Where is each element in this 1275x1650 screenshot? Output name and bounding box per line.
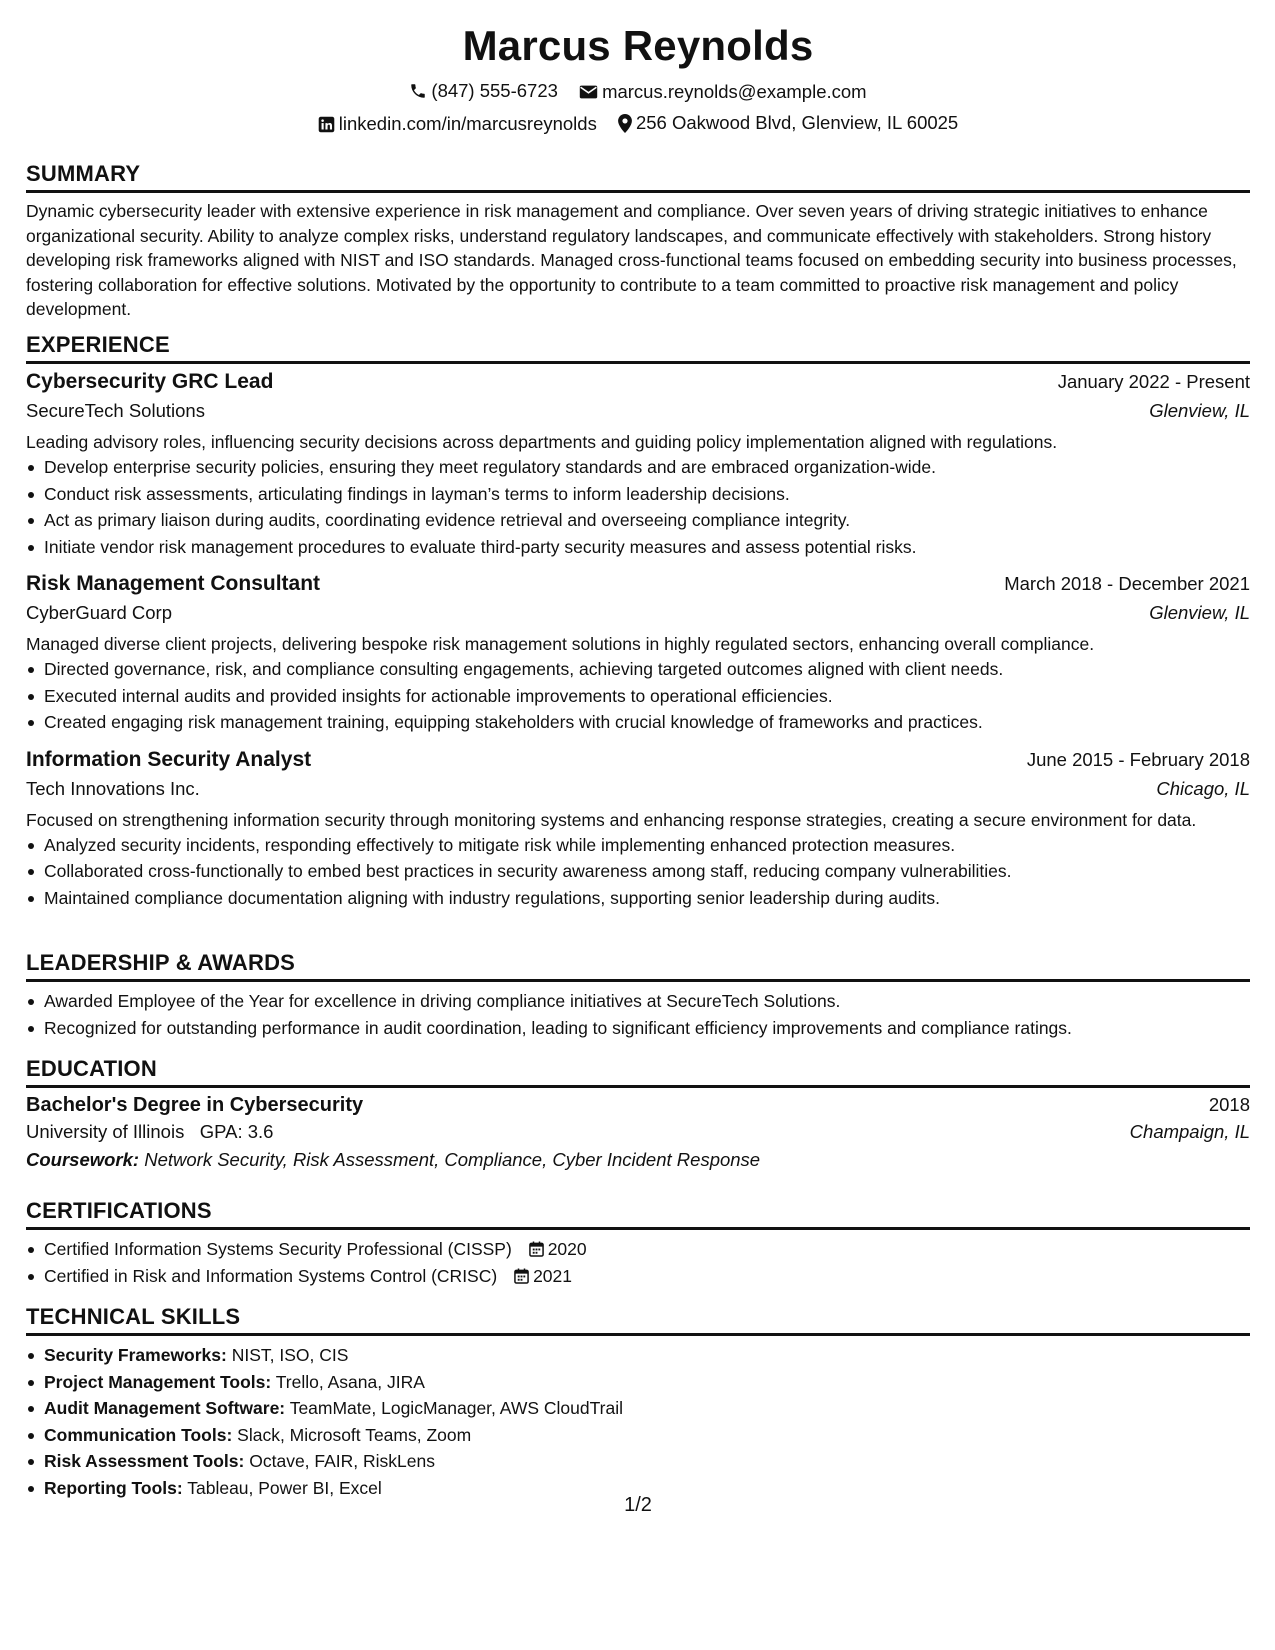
job-company: SecureTech Solutions: [26, 400, 205, 421]
list-item: Recognized for outstanding performance in audit coordination, leading to significant efficiency improvements and compliance ratings.: [44, 1015, 1250, 1042]
contact-email: [579, 81, 867, 103]
skill-value: Trello, Asana, JIRA: [275, 1371, 425, 1392]
list-item: [44, 1263, 1250, 1290]
education-heading: EDUCATION: [26, 1055, 1250, 1088]
skill-label: Security Frameworks:: [44, 1345, 227, 1365]
list-item: Awarded Employee of the Year for excellence in driving compliance initiatives at SecureTech Solutions.: [44, 988, 1250, 1015]
skill-value: Octave, FAIR, RiskLens: [249, 1451, 435, 1471]
skill-label: Audit Management Software:: [44, 1398, 286, 1418]
school-line: [26, 1121, 273, 1143]
list-item: [44, 1236, 1250, 1263]
contact-phone: [409, 80, 558, 102]
list-item: Conduct risk assessments, articulating findings in layman’s terms to inform leadership decisions.: [44, 481, 1250, 508]
list-item: Act as primary liaison during audits, coordinating evidence retrieval and overseeing compliance integrity.: [44, 507, 1250, 534]
summary-text: Dynamic cybersecurity leader with extensive experience in risk management and compliance. Over seven years of driving strategic initiatives to enhance organizational security. Ability to analyze complex risks, understand regulatory landscapes, and communicate effectively with stakeholders. Strong history developing risk frameworks aligned with NIST and ISO standards. Managed cross-functional teams focused on embedding security into business processes, fostering collaboration for effective solutions. Motivated by the opportunity to contribute to a team committed to proactive risk management and policy development.: [26, 201, 1237, 319]
certification-name: Certified in Risk and Information Systems Control (CRISC): [44, 1265, 498, 1286]
skill-label: Project Management Tools:: [44, 1371, 272, 1392]
list-item: Collaborated cross-functionally to embed best practices in security awareness among staff, reducing company vulnerabilities.: [44, 858, 1250, 885]
linkedin-icon: [318, 116, 335, 133]
map-pin-icon: [618, 114, 632, 133]
list-item: Analyzed security incidents, responding effectively to mitigate risk while implementing enhanced protection measures.: [44, 832, 1250, 859]
phone-text: (847) 555-6723: [431, 80, 558, 101]
list-item: Initiate vendor risk management procedures to evaluate third-party security measures and assess potential risks.: [44, 534, 1250, 561]
skills-list: [26, 1342, 1250, 1501]
list-item: [44, 1395, 1250, 1422]
certification-year: 2020: [547, 1239, 587, 1259]
certification-list: [26, 1236, 1250, 1289]
coursework-label: Coursework:: [26, 1149, 140, 1170]
job-dates: June 2015 - February 2018: [1026, 748, 1250, 770]
address-text: 256 Oakwood Blvd, Glenview, IL 60025: [635, 112, 959, 133]
leadership-heading: LEADERSHIP & AWARDS: [26, 949, 1250, 982]
envelope-icon: [579, 84, 598, 100]
list-item: Directed governance, risk, and compliance consulting engagements, achieving targeted outcomes aligned with client needs.: [44, 656, 1250, 683]
coursework-text: Network Security, Risk Assessment, Compliance, Cyber Incident Response: [144, 1149, 761, 1170]
contact-line-secondary: [26, 112, 1250, 138]
calendar-icon: [514, 1268, 529, 1284]
skills-heading: TECHNICAL SKILLS: [26, 1303, 1250, 1336]
candidate-name: Marcus Reynolds: [462, 22, 814, 69]
graduation-year: 2018: [1208, 1094, 1250, 1115]
job-dates: January 2022 - Present: [1057, 371, 1250, 392]
degree-title: Bachelor's Degree in Cybersecurity: [26, 1094, 364, 1116]
job-entry: [26, 572, 1250, 736]
job-entry: [26, 370, 1250, 560]
job-bullets: [26, 454, 1250, 560]
experience-heading: EXPERIENCE: [26, 331, 1250, 364]
list-item: [44, 1342, 1250, 1369]
school-location: Champaign, IL: [1129, 1121, 1250, 1142]
skill-label: Reporting Tools:: [44, 1477, 183, 1498]
job-title: Risk Management Consultant: [26, 572, 321, 595]
experience-section: [26, 331, 1250, 911]
job-location: Glenview, IL: [1149, 602, 1250, 623]
linkedin-text: linkedin.com/in/marcusreynolds: [338, 113, 597, 134]
skill-value: NIST, ISO, CIS: [231, 1345, 349, 1365]
skills-section: [26, 1303, 1250, 1501]
leadership-bullets: [26, 988, 1250, 1041]
list-item: Created engaging risk management training, equipping stakeholders with crucial knowledge of frameworks and practices.: [44, 709, 1250, 736]
page-number: 1/2: [624, 1494, 652, 1516]
certifications-section: [26, 1197, 1250, 1289]
summary-section: [26, 160, 1250, 322]
school-name: University of Illinois: [26, 1121, 185, 1142]
job-title: Information Security Analyst: [26, 747, 312, 771]
list-item: [44, 1422, 1250, 1449]
calendar-icon: [529, 1241, 544, 1257]
skill-label: Communication Tools:: [44, 1424, 233, 1445]
certification-year: 2021: [533, 1265, 573, 1286]
skill-value: TeamMate, LogicManager, AWS CloudTrail: [289, 1398, 623, 1418]
job-bullets: [26, 656, 1250, 736]
list-item: Executed internal audits and provided insights for actionable improvements to operational efficiencies.: [44, 683, 1250, 710]
list-item: [44, 1369, 1250, 1396]
skill-value: Slack, Microsoft Teams, Zoom: [237, 1424, 472, 1445]
list-item: Maintained compliance documentation aligning with industry regulations, supporting senior leadership during audits.: [44, 885, 1250, 912]
gpa: GPA: 3.6: [199, 1121, 274, 1142]
contact-line-primary: [26, 80, 1250, 105]
phone-icon: [409, 82, 427, 100]
contact-linkedin: [318, 113, 597, 135]
job-description: Leading advisory roles, influencing security decisions across departments and guiding policy implementation aligned with regulations.: [26, 432, 1058, 452]
email-text: marcus.reynolds@example.com: [602, 81, 867, 102]
job-company: CyberGuard Corp: [26, 602, 173, 623]
education-section: [26, 1055, 1250, 1171]
job-location: Glenview, IL: [1149, 400, 1250, 421]
job-dates: March 2018 - December 2021: [1004, 573, 1250, 594]
list-item: [44, 1448, 1250, 1475]
job-company: Tech Innovations Inc.: [26, 777, 200, 799]
skill-value: Tableau, Power BI, Excel: [187, 1477, 382, 1498]
leadership-section: [26, 949, 1250, 1041]
job-title: Cybersecurity GRC Lead: [26, 370, 274, 393]
certification-name: Certified Information Systems Security Professional (CISSP): [44, 1239, 512, 1259]
skill-label: Risk Assessment Tools:: [44, 1451, 245, 1471]
job-description: Managed diverse client projects, delivering bespoke risk management solutions in highly regulated sectors, enhancing overall compliance.: [26, 634, 1095, 654]
list-item: Develop enterprise security policies, ensuring they meet regulatory standards and are embraced organization-wide.: [44, 454, 1250, 481]
certifications-heading: CERTIFICATIONS: [26, 1197, 1250, 1230]
coursework-line: [26, 1149, 1250, 1171]
job-description: Focused on strengthening information security through monitoring systems and enhancing response strategies, creating a secure environment for data.: [26, 809, 1197, 830]
job-location: Chicago, IL: [1156, 777, 1250, 799]
contact-address: [618, 112, 958, 134]
job-entry: [26, 748, 1250, 912]
job-bullets: [26, 832, 1250, 912]
summary-heading: SUMMARY: [26, 160, 1250, 193]
